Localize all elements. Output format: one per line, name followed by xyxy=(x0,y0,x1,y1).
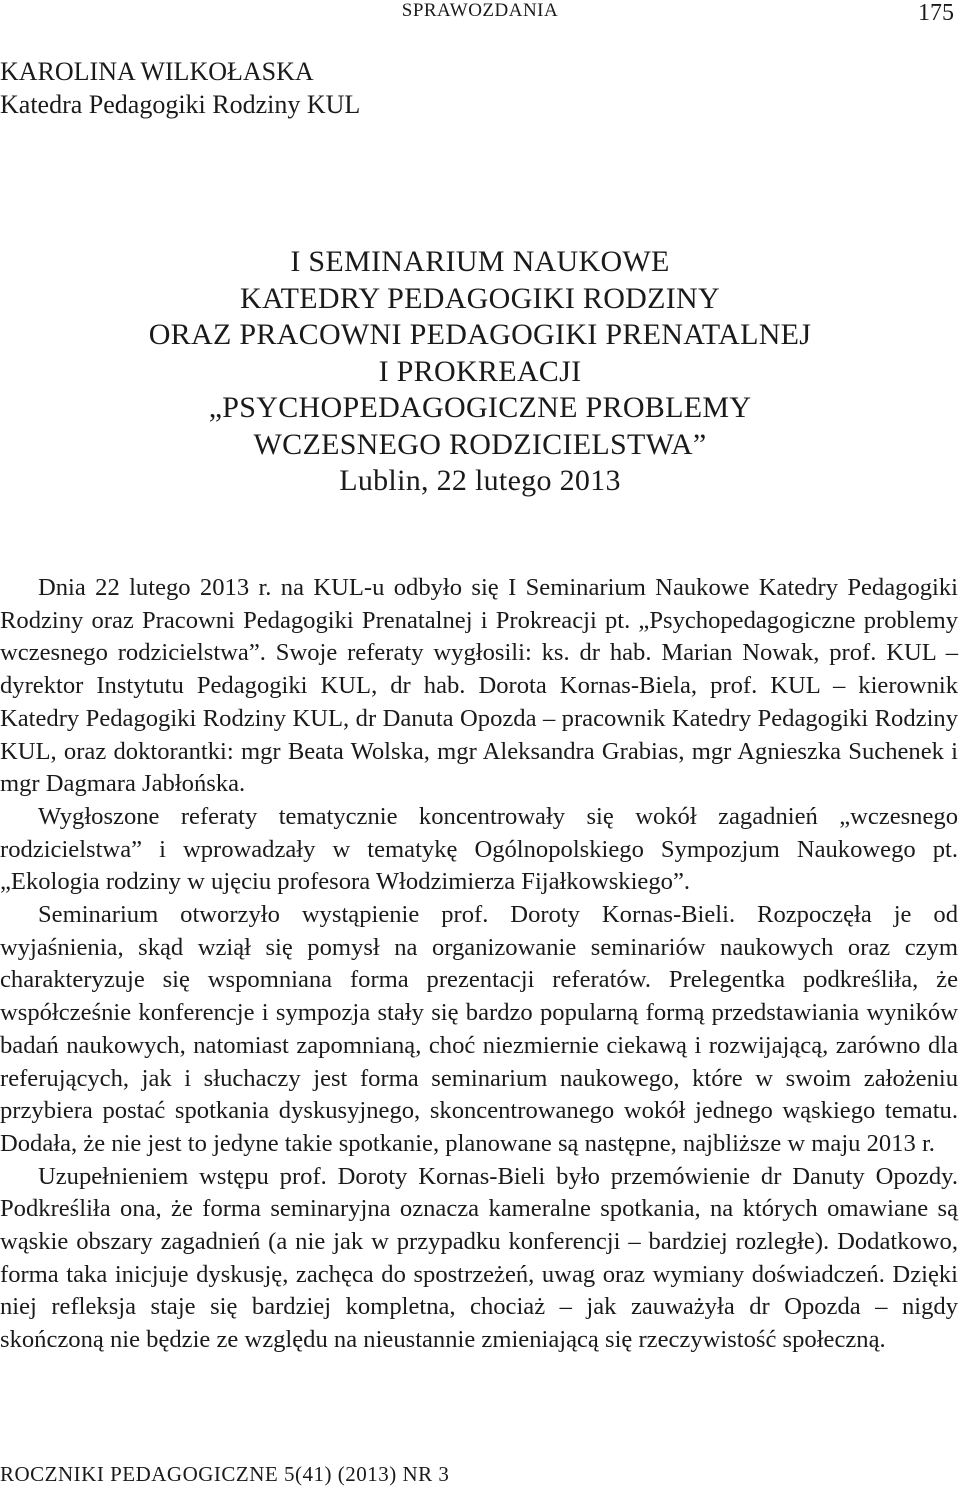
title-line: KATEDRY PEDAGOGIKI RODZINY xyxy=(240,281,720,315)
section-title: SPRAWOZDANIA xyxy=(401,0,559,21)
title-line: I SEMINARIUM NAUKOWE xyxy=(290,245,670,278)
paragraph: Seminarium otworzyło wystąpienie prof. Doroty Kornas-Bieli. Rozpoczęła je od wyjaśnienia, skąd wziął się pomysł na organizowanie seminariów naukowych oraz czym charakteryzuje się wspomniana forma prezentacji referatów. Prelegentka podkreśliła, że współcześnie konferencje i sympozja stały się bardzo popularną formą przedstawiania wyników badań naukowych, natomiast zapomnianą, choć niezmiernie ciekawą i rozwijającą, zarówno dla referujących, jak i słuchaczy jest forma seminarium naukowego, które w swoim założeniu przybiera postać spotkania dyskusyjnego, skoncentrowanego wokół jednego wąskiego tematu. Dodała, że nie jest to jedyne takie spotkanie, planowane są następne, najbliższe w maju 2013 r. xyxy=(0,901,958,1157)
title-line: „PSYCHOPEDAGOGICZNE PROBLEMY xyxy=(208,391,752,424)
journal-footer: ROCZNIKI PEDAGOGICZNE 5(41) (2013) NR 3 xyxy=(0,1462,450,1486)
title-line: ORAZ PRACOWNI PEDAGOGIKI PRENATALNEJ xyxy=(148,318,812,351)
page-number: 175 xyxy=(918,0,954,26)
report-title xyxy=(0,244,960,500)
author-block xyxy=(0,55,360,121)
paragraph: Wygłoszone referaty tematycznie koncentrowały się wokół zagadnień „wczesnego rodzicielstwa” i wprowadzały w tematykę Ogólnopolskiego Sympozjum Naukowego pt. „Ekologia rodziny w ujęciu profesora Włodzimierza Fijałkowskiego”. xyxy=(0,802,958,896)
title-line: I PROKREACJI xyxy=(378,354,582,388)
title-date-line: Lublin, 22 lutego 2013 xyxy=(339,464,621,497)
running-head xyxy=(0,0,960,30)
paragraph: Dnia 22 lutego 2013 r. na KUL-u odbyło się I Seminarium Naukowe Katedry Pedagogiki Rodziny oraz Pracowni Pedagogiki Prenatalnej i Prokreacji pt. „Psychopedagogiczne problemy wczesnego rodzicielstwa”. Swoje referaty wygłosili: ks. dr hab. Marian Nowak, prof. KUL – dyrektor Instytutu Pedagogiki KUL, dr hab. Dorota Kornas-Biela, prof. KUL – kierownik Katedry Pedagogiki Rodziny KUL, dr Danuta Opozda – pracownik Katedry Pedagogiki Rodziny KUL, oraz doktorantki: mgr Beata Wolska, mgr Aleksandra Grabias, mgr Agnieszka Suchenek i mgr Dagmara Jabłońska. xyxy=(0,574,958,798)
title-line: WCZESNEGO RODZICIELSTWA” xyxy=(253,427,707,461)
author-name: KAROLINA WILKOŁASKA xyxy=(0,57,314,86)
report-body xyxy=(0,572,958,1357)
author-affiliation: Katedra Pedagogiki Rodziny KUL xyxy=(0,90,361,119)
paragraph: Uzupełnieniem wstępu prof. Doroty Kornas-Bieli było przemówienie dr Danuty Opozdy. Podkreśliła ona, że forma seminaryjna oznacza kameralne spotkania, na których omawiane są wąskie obszary zagadnień (a nie jak w przypadku konferencji – bardziej rozległe). Dodatkowo, forma taka inicjuje dyskusję, zachęca do spostrzeżeń, uwag oraz wymiany doświadczeń. Dzięki niej refleksja staje się bardziej kompletna, chociaż – jak zauważyła dr Opozda – nigdy skończoną nie będzie ze względu na nieustannie zmieniającą się rzeczywistość społeczną. xyxy=(0,1162,958,1354)
